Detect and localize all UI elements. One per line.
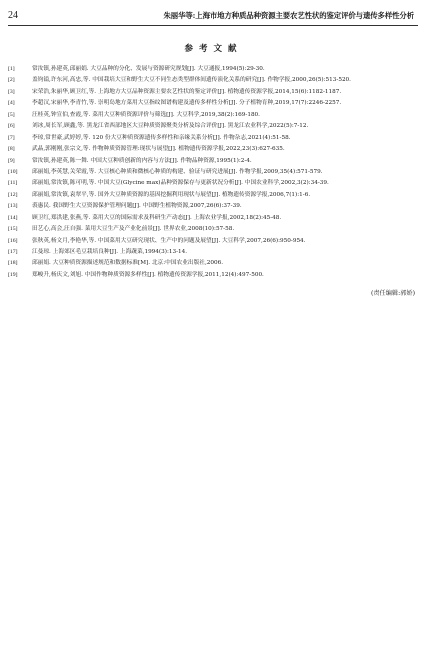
reference-item [8,167,420,178]
reference-number: [4] [8,100,15,107]
reference-number: [12] [8,191,18,198]
reference-item [8,213,420,224]
reference-text: 盖钧镒,许东河,高忠,等. 中国栽培大豆和野生大豆不同生态类型群体间遗传演化关系的研究[J]. 作物学报,2000,26(5):513-520. [32,77,351,84]
reference-number: [1] [8,66,15,72]
reference-number: [11] [8,180,18,187]
reference-number: [2] [8,77,15,84]
reference-list [8,64,420,281]
reference-item [8,87,420,98]
reference-text: 邱丽娟. 大豆种质资源描述规范和数据标准[M]. 北京:中国农业出版社,2006. [32,260,224,267]
reference-number: [14] [8,214,18,221]
reference-number: [15] [8,226,18,233]
reference-text: 宋荣浩,朱丽华,顾卫红,等. 上海地方大豆品种资源主要农艺性状的鉴定评价[J]. 植物遗传资源学报,2014,15(6):1182-1187. [32,88,342,95]
reference-text: 李超汉,宋丽华,李青竹,等. 崇明岛地方菜用大豆指纹图谱构建及遗传多样性分析[J]. 分子植物育种,2019,17(7):2246-2257. [32,100,342,107]
reference-text: 李琼,常世豪,武婷婷,等. 120 份大豆种质资源遗传多样性和亲缘关系分析[J]. 作物杂志,2021(4):51-58. [32,134,291,141]
reference-number: [3] [8,88,15,95]
reference-item [8,98,420,109]
reference-item [8,224,420,235]
page-number: 24 [8,10,18,21]
reference-number: [10] [8,168,18,175]
editor-note: (责任编辑:郭娇) [370,290,415,297]
reference-item [8,270,420,281]
reference-text: 常汝镇,孙建英,陈一舞. 中国大豆种质创新的内容与方法[J]. 作物品种资源,1995(1):2-4. [32,157,252,164]
reference-number: [8] [8,146,15,153]
reference-number: [18] [8,260,18,267]
reference-number: [9] [8,157,15,164]
reference-number: [6] [8,123,15,130]
reference-item [8,133,420,144]
reference-text: 郑峻升,杨庆文,刘旭. 中国作物种质资源多样性[J]. 植物遗传资源学报,2011,12(4):497-500. [32,271,264,278]
reference-text: 刘冰,周长军,顾鑫,等. 黑龙江省西部地区大豆种质资源聚类分析及综合评价[J]. 黑龙江农业科学,2022(5):7-12. [32,123,309,130]
running-head: 朱丽华等:上海市地方种质品种资源主要农艺性状的鉴定评价与遗传多样性分析 [163,11,414,20]
reference-text: 江曼琼. 上海郊区毛豆栽培良种[J]. 上海蔬菜,1994(3):13-14. [32,249,188,255]
reference-number: [7] [8,134,15,141]
references-heading: 参考文献 [184,44,243,54]
reference-text: 邱丽娟,常汝镇,陈可明,等. 中国大豆(Glycine max)品种资源保存与更新状况分析[J]. 中国农业科学,2002,3(2):34-39. [32,180,329,187]
reference-item [8,75,420,86]
reference-text: 常汝镇,孙建英,邱丽娟. 大豆品种的分化、发展与资源研究规划[J]. 大豆通报,1994(5):29-30. [32,66,265,72]
reference-number: [16] [8,237,18,244]
reference-item [8,236,420,247]
reference-number: [13] [8,203,18,210]
reference-item [8,247,420,258]
reference-number: [5] [8,111,15,118]
reference-text: 邱丽娟,常汝镇,袁翠平,等. 国外大豆种质资源的基因挖掘利用现状与展望[J]. 植物遗传资源学报,2006,7(1):1-6. [32,191,311,198]
reference-number: [17] [8,249,18,255]
header-rule [8,25,418,26]
reference-item [8,110,420,121]
reference-text: 汪桂英,钟宣伯,查霞,等. 菜用大豆种质资源评价与筛选[J]. 大豆科学,2019,38(2):169-180. [32,111,260,118]
reference-item [8,258,420,269]
reference-text: 邱丽娟,李英慧,关荣霞,等. 大豆核心种质和微核心种质的构建、验证与研究进展[J]. 作物学报,2009,35(4):571-579. [32,168,323,175]
page-header [8,9,418,25]
reference-number: [19] [8,271,18,278]
reference-item [8,144,420,155]
reference-text: 裘惠民. 我国野生大豆资源保护管理问题[J]. 中国野生植物资源,2007,26(6):37-39. [32,203,242,210]
reference-item [8,64,420,75]
reference-item [8,178,420,189]
reference-text: 武晶,郭刚刚,张宗文,等. 作物种质资源管理:现状与展望[J]. 植物遗传资源学报,2022,23(3):627-635. [32,146,285,153]
reference-text: 顾卫红,郑洪建,张燕,等. 菜用大豆的国际需求及科研生产动态[J]. 上海农业学报,2002,18(2):45-48. [32,214,282,221]
reference-text: 田艺心,高会,汪自强. 菜用大豆生产及产业化前景[J]. 世界农业,2008(10):57-58. [32,226,235,233]
reference-item [8,201,420,212]
reference-item [8,121,420,132]
reference-item [8,156,420,167]
reference-text: 张秋英,杨文月,李艳华,等. 中国菜用大豆研究现状、生产中的问题及展望[J]. 大豆科学,2007,26(6):950-954. [32,237,306,244]
reference-item [8,190,420,201]
